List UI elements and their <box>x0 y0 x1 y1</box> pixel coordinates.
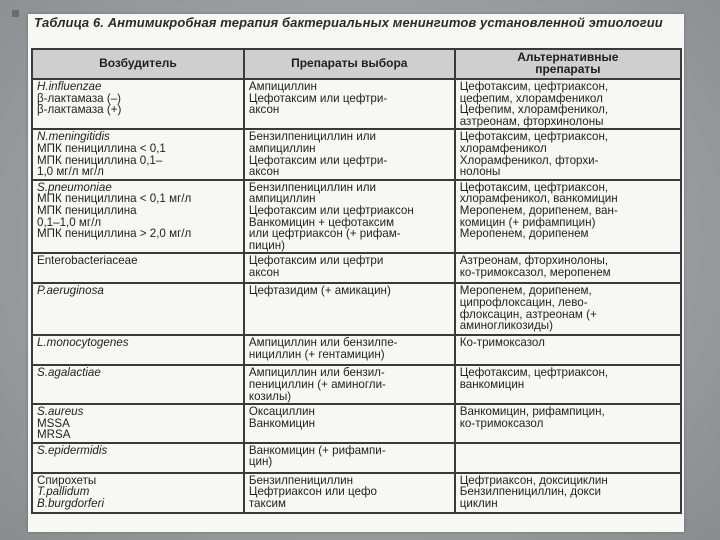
drugs-of-choice-line: Ванкомицин + цефотаксим <box>248 215 395 229</box>
pathogen-line: 0,1–1,0 мг/л <box>37 215 102 229</box>
drugs-of-choice-line: Ампициллин или бензил- <box>248 366 385 380</box>
drugs-of-choice-line: аксон <box>248 265 280 279</box>
drugs-of-choice-line: Ампициллин <box>248 80 317 93</box>
pathogen-line: МПК пенициллина <box>37 203 137 217</box>
drugs-of-choice-line: пенициллин (+ аминогли- <box>248 377 386 391</box>
drugs-of-choice-line: Цефтазидим (+ амикацин) <box>248 284 391 298</box>
drugs-of-choice-cell <box>244 129 455 179</box>
table-row <box>32 283 681 335</box>
drugs-of-choice-cell <box>244 365 455 404</box>
table-row <box>32 253 681 283</box>
drugs-of-choice-line: аксон <box>248 165 280 179</box>
alternative-drugs-cell <box>455 79 681 129</box>
drugs-of-choice-line: Бензилпенициллин или <box>248 180 376 194</box>
drugs-of-choice-line: Цефотаксим или цефтри <box>248 254 384 268</box>
drugs-of-choice-line: Цефтриаксон или цефо <box>248 485 377 499</box>
drugs-of-choice-line: аксон <box>248 103 280 117</box>
pathogen-cell <box>32 443 244 473</box>
alternative-drugs-line: ванкомицин <box>459 377 525 391</box>
pathogen-cell <box>32 335 244 365</box>
pathogen-line: T.pallidum <box>37 485 90 499</box>
alternative-drugs-line: Меропенем, дорипенем <box>459 227 589 241</box>
drugs-of-choice-line: Цефотаксим или цефтриаксон <box>248 203 414 217</box>
alternative-drugs-cell <box>455 473 681 513</box>
pathogen-cell <box>32 404 244 443</box>
drugs-of-choice-line: Ванкомицин <box>248 416 316 430</box>
drugs-of-choice-line: Ванкомицин (+ рифампи- <box>248 443 386 457</box>
drugs-of-choice-cell <box>244 79 455 129</box>
pathogen-cell <box>32 283 244 335</box>
alternative-drugs-cell <box>455 283 681 335</box>
drugs-of-choice-line: или цефтриаксон (+ рифам- <box>248 227 401 241</box>
pathogen-line: L.monocytogenes <box>37 336 129 350</box>
table-row <box>32 79 681 129</box>
alternative-drugs-line: Цефтриаксон, доксициклин <box>459 473 608 487</box>
alternative-drugs-cell <box>455 404 681 443</box>
drugs-of-choice-line: цин) <box>248 455 273 469</box>
drugs-of-choice-cell <box>244 443 455 473</box>
pathogen-line: MRSA <box>37 428 71 442</box>
pathogen-cell <box>32 129 244 179</box>
alternative-drugs-cell <box>455 129 681 179</box>
drugs-of-choice-line: Ампициллин или бензилпе- <box>248 336 398 350</box>
pathogen-line: H.influenzae <box>37 80 102 93</box>
header-pathogen: Возбудитель <box>32 49 244 79</box>
pathogen-line: S.agalactiae <box>37 366 101 380</box>
alternative-drugs-line: хлорамфеникол, ванкомицин <box>459 192 618 206</box>
drugs-of-choice-line: нициллин (+ гентамицин) <box>248 347 385 361</box>
drugs-of-choice-line: Бензилпенициллин или <box>248 130 376 144</box>
antimicrobial-therapy-table <box>31 48 682 514</box>
table-row <box>32 473 681 513</box>
pathogen-line: P.aeruginosa <box>37 284 104 298</box>
pathogen-line: МПК пенициллина > 2,0 мг/л <box>37 227 192 241</box>
pathogen-line: S.epidermidis <box>37 443 108 457</box>
scanned-table-page <box>28 14 684 532</box>
drugs-of-choice-cell <box>244 253 455 283</box>
table-row <box>32 443 681 473</box>
pathogen-line: 1,0 мг/л мг/л <box>37 165 104 179</box>
pathogen-cell <box>32 180 244 254</box>
alternative-drugs-cell <box>455 365 681 404</box>
drugs-of-choice-line: Бензилпенициллин <box>248 473 354 487</box>
pathogen-line: МПК пенициллина < 0,1 мг/л <box>37 192 192 206</box>
pathogen-line: S.pneumoniae <box>37 180 112 194</box>
drugs-of-choice-cell <box>244 180 455 254</box>
alternative-drugs-cell <box>455 253 681 283</box>
table-row <box>32 129 681 179</box>
drugs-of-choice-cell <box>244 335 455 365</box>
table-body <box>32 79 681 513</box>
alternative-drugs-line: Ко-тримоксазол <box>459 336 545 350</box>
alternative-drugs-line: Азтреонам, фторхинолоны, <box>459 254 609 268</box>
alternative-drugs-line: нолоны <box>459 165 501 179</box>
pathogen-line: МПК пенициллина < 0,1 <box>37 141 166 155</box>
alternative-drugs-line: Хлорамфеникол, фторхи- <box>459 153 599 167</box>
alternative-drugs-cell <box>455 443 681 473</box>
alternative-drugs-line: Цефотаксим, цефтриаксон, <box>459 180 609 194</box>
alternative-drugs-line: циклин <box>459 497 498 511</box>
slide-bullet-marker <box>12 10 19 17</box>
pathogen-line: S.aureus <box>37 405 84 419</box>
alternative-drugs-line: Цефотаксим, цефтриаксон, <box>459 366 609 380</box>
alternative-drugs-line: Меропенем, дорипенем, ван- <box>459 203 618 217</box>
alternative-drugs-line: Цефепим, хлорамфеникол, <box>459 103 609 117</box>
drugs-of-choice-line: Оксациллин <box>248 405 315 419</box>
alternative-drugs-line: аминогликозиды) <box>459 319 553 333</box>
drugs-of-choice-cell <box>244 473 455 513</box>
alternative-drugs-line: цефепим, хлорамфеникол <box>459 91 603 105</box>
table-row <box>32 404 681 443</box>
table-caption: Таблица 6. Антимикробная терапия бактериальных менингитов установленной этиологии <box>34 15 663 30</box>
pathogen-line: MSSA <box>37 416 70 430</box>
pathogen-line: B.burgdorferi <box>37 497 105 511</box>
header-drugs-of-choice: Препараты выбора <box>244 49 455 79</box>
drugs-of-choice-line: таксим <box>248 497 286 511</box>
pathogen-cell <box>32 253 244 283</box>
drugs-of-choice-cell <box>244 404 455 443</box>
pathogen-line: β-лактамаза (+) <box>37 103 122 117</box>
drugs-of-choice-line: Цефотаксим или цефтри- <box>248 91 388 105</box>
alternative-drugs-line: Цефотаксим, цефтриаксон, <box>459 130 609 144</box>
drugs-of-choice-line: ампициллин <box>248 141 316 155</box>
table-row <box>32 365 681 404</box>
pathogen-line: МПК пенициллина 0,1– <box>37 153 163 167</box>
header-alternative-drugs <box>455 49 681 79</box>
header-alternative-line-1: Альтернативные <box>517 50 619 65</box>
alternative-drugs-line: Меропенем, дорипенем, <box>459 284 592 298</box>
drugs-of-choice-line: Цефотаксим или цефтри- <box>248 153 388 167</box>
header-row <box>32 49 681 79</box>
alternative-drugs-line: хлорамфеникол <box>459 141 547 155</box>
pathogen-line: Спирохеты <box>37 473 97 487</box>
alternative-drugs-line: флоксацин, азтреонам (+ <box>459 307 597 321</box>
drugs-of-choice-line: козилы) <box>248 389 292 403</box>
alternative-drugs-line: Ванкомицин, рифампицин, <box>459 405 605 419</box>
pathogen-cell <box>32 79 244 129</box>
alternative-drugs-line: ципрофлоксацин, лево- <box>459 295 588 309</box>
alternative-drugs-line: ко-тримоксазол, меропенем <box>459 265 611 279</box>
pathogen-line: N.meningitidis <box>37 130 110 144</box>
drugs-of-choice-line: пицин) <box>248 238 286 252</box>
alternative-drugs-line: Цефотаксим, цефтриаксон, <box>459 80 609 93</box>
alternative-drugs-line: азтреонам, фторхинолоны <box>459 114 604 128</box>
pathogen-cell <box>32 473 244 513</box>
alternative-drugs-line: Бензилпенициллин, докси <box>459 485 601 499</box>
header-alternative-line-2: препараты <box>535 62 601 76</box>
table-row <box>32 180 681 254</box>
alternative-drugs-line: ко-тримоксазол <box>459 416 544 430</box>
pathogen-cell <box>32 365 244 404</box>
pathogen-line: β-лактамаза (–) <box>37 91 122 105</box>
alternative-drugs-line: комицин (+ рифампицин) <box>459 215 596 229</box>
drugs-of-choice-cell <box>244 283 455 335</box>
table-row <box>32 335 681 365</box>
pathogen-line: Enterobacteriaceae <box>37 254 138 268</box>
alternative-drugs-cell <box>455 335 681 365</box>
drugs-of-choice-line: ампициллин <box>248 192 316 206</box>
alternative-drugs-cell <box>455 180 681 254</box>
